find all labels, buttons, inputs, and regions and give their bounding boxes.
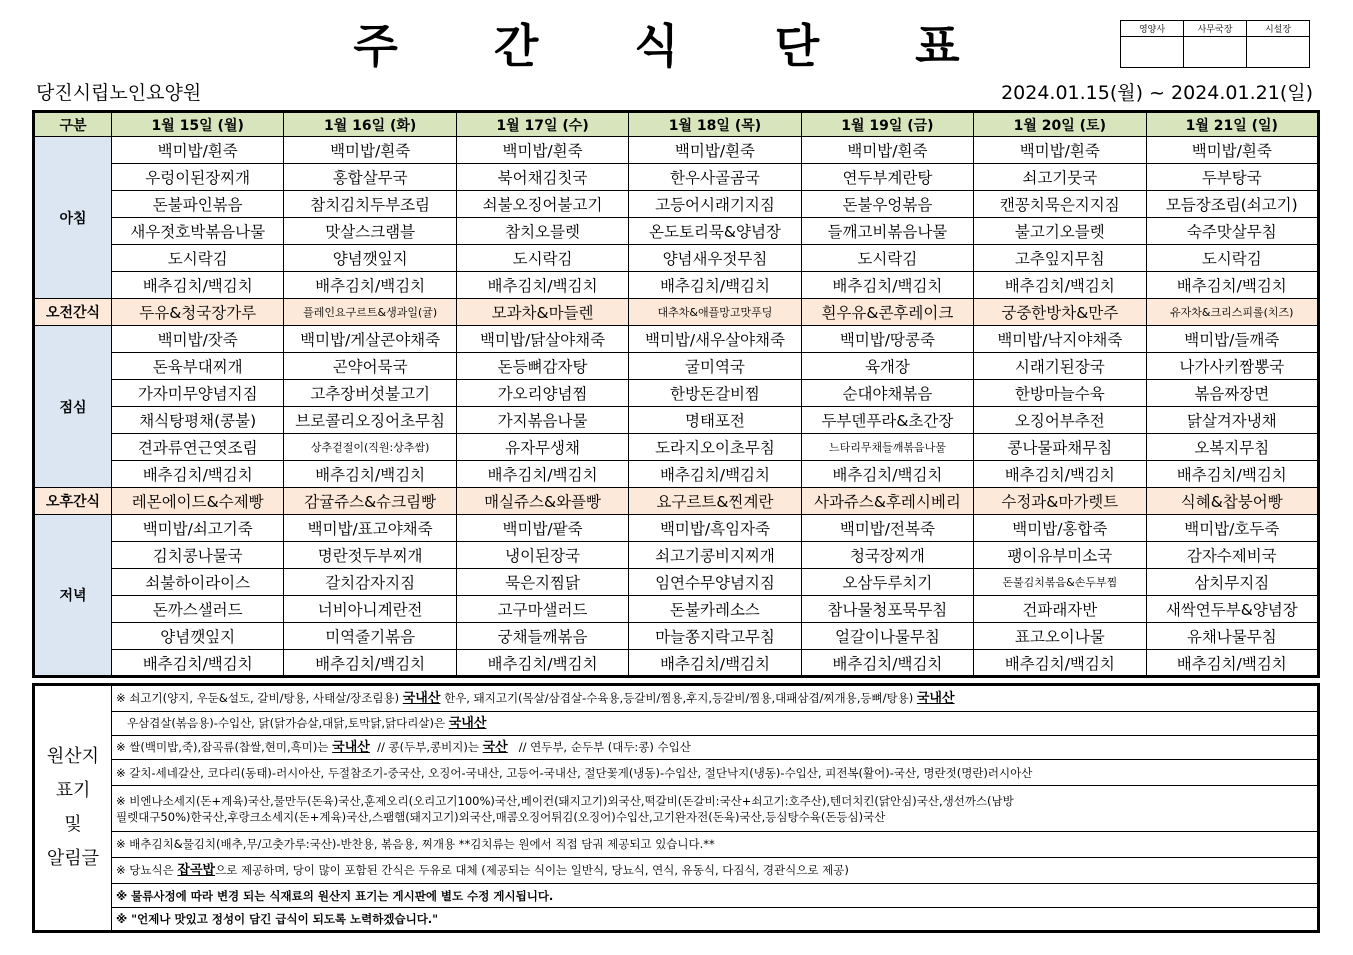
menu-cell: 백미밥/닭살야채죽 bbox=[456, 326, 628, 353]
menu-cell: 백미밥/땅콩죽 bbox=[801, 326, 973, 353]
notice-text: ※ 비엔나소세지(돈+계육)국산,물만두(돈육)국산,훈제오리(오리고기100%)국산,베이컨(돼지고기)외국산,떡갈비(돈갈비:국산+쇠고기:호주산),텐더치킨(닭안심)국산,생선까스(남방 bbox=[116, 793, 1014, 808]
notice-emphasis: 국내산 bbox=[916, 691, 955, 707]
menu-cell: 볶음짜장면 bbox=[1146, 380, 1318, 407]
menu-cell: 백미밥/새우살야채죽 bbox=[629, 326, 801, 353]
menu-cell: 배추김치/백김치 bbox=[456, 461, 628, 488]
menu-cell: 백미밥/들깨죽 bbox=[1146, 326, 1318, 353]
notice-text: 필렛대구50%)한국산,후랑크소세지(돈+계육)국산,스팸햄(돼지고기)외국산,매콤오징어튀김(오징어)수입산,고기완자전(돈육)국산,등심탕수육(돈등심)국산 bbox=[116, 809, 886, 824]
menu-cell: 배추김치/백김치 bbox=[456, 650, 628, 677]
menu-cell: 백미밥/흰죽 bbox=[1146, 137, 1318, 164]
approval-sign-1 bbox=[1121, 37, 1184, 68]
menu-cell: 배추김치/백김치 bbox=[801, 272, 973, 299]
menu-cell: 백미밥/흰죽 bbox=[974, 137, 1146, 164]
lunch-row bbox=[34, 326, 1319, 353]
notice-kimchi-origin: ※ 배추김치&물김치(배추,무/고춧가루:국산)-반찬용, 볶음용, 찌개용 **김치류는 원에서 직접 담궈 제공되고 있습니다.** bbox=[112, 831, 1319, 857]
menu-cell: 백미밥/흰죽 bbox=[801, 137, 973, 164]
page-title: 주 간 식 단 표 bbox=[353, 19, 1000, 73]
notice-processed-origin bbox=[112, 786, 1319, 832]
dinner-row bbox=[34, 569, 1319, 596]
notice-label-line: 원산지 bbox=[46, 746, 100, 767]
menu-cell: 도시락김 bbox=[801, 245, 973, 272]
menu-cell: 배추김치/백김치 bbox=[1146, 650, 1318, 677]
menu-cell: 건파래자반 bbox=[974, 596, 1146, 623]
notice-change-policy: ※ 물류사정에 따라 변경 되는 식재료의 원산지 표기는 게시판에 별도 수정 게시됩니다. bbox=[112, 884, 1319, 908]
menu-cell: 참치김치두부조림 bbox=[284, 191, 456, 218]
menu-cell: 쇠불하이라이스 bbox=[112, 569, 284, 596]
menu-cell: 시래기된장국 bbox=[974, 353, 1146, 380]
menu-cell: 북어채김칫국 bbox=[456, 164, 628, 191]
notice-grain-origin bbox=[112, 736, 1319, 760]
notice-emphasis: 잡곡밥 bbox=[177, 863, 216, 879]
menu-cell: 백미밥/흰죽 bbox=[112, 137, 284, 164]
menu-cell: 돈불파인볶음 bbox=[112, 191, 284, 218]
menu-cell: 견과류연근엿조림 bbox=[112, 434, 284, 461]
lunch-label: 점심 bbox=[34, 326, 112, 488]
approval-box bbox=[1120, 20, 1310, 68]
lunch-row bbox=[34, 434, 1319, 461]
menu-cell: 돈까스샐러드 bbox=[112, 596, 284, 623]
menu-cell: 배추김치/백김치 bbox=[629, 272, 801, 299]
menu-cell: 임연수무양념지짐 bbox=[629, 569, 801, 596]
menu-cell: 굴미역국 bbox=[629, 353, 801, 380]
menu-cell: 너비아니계란전 bbox=[284, 596, 456, 623]
breakfast-row bbox=[34, 164, 1319, 191]
approval-secretary: 사무국장 bbox=[1184, 21, 1247, 37]
menu-cell: 백미밥/게살콘야채죽 bbox=[284, 326, 456, 353]
menu-cell: 양념새우젓무침 bbox=[629, 245, 801, 272]
menu-cell: 김치콩나물국 bbox=[112, 542, 284, 569]
menu-cell: 양념깻잎지 bbox=[284, 245, 456, 272]
notice-label bbox=[34, 685, 112, 932]
header-category: 구분 bbox=[34, 112, 112, 137]
menu-cell: 상추겉절이(직원:상추쌈) bbox=[284, 434, 456, 461]
menu-cell: 명란젓두부찌개 bbox=[284, 542, 456, 569]
menu-cell: 배추김치/백김치 bbox=[801, 461, 973, 488]
menu-cell: 돈등뼈감자탕 bbox=[456, 353, 628, 380]
menu-cell: 배추김치/백김치 bbox=[112, 650, 284, 677]
morning-snack-row bbox=[34, 299, 1319, 326]
lunch-row bbox=[34, 380, 1319, 407]
menu-cell: 돈불카레소스 bbox=[629, 596, 801, 623]
notice-closing-message: ※ "언제나 맛있고 정성이 담긴 급식이 되도록 노력하겠습니다." bbox=[112, 908, 1319, 932]
menu-cell: 육개장 bbox=[801, 353, 973, 380]
notice-emphasis: 국내산 bbox=[448, 716, 487, 732]
menu-cell: 한우사골곰국 bbox=[629, 164, 801, 191]
dinner-row bbox=[34, 542, 1319, 569]
lunch-row bbox=[34, 407, 1319, 434]
menu-cell: 표고오이나물 bbox=[974, 623, 1146, 650]
menu-cell: 쇠고기뭇국 bbox=[974, 164, 1146, 191]
menu-cell: 돈불김치볶음&손두부찜 bbox=[974, 569, 1146, 596]
dinner-row bbox=[34, 650, 1319, 677]
notice-label-line: 표기 bbox=[55, 780, 91, 801]
snack-cell: 수정과&마가렛트 bbox=[974, 488, 1146, 515]
menu-cell: 청국장찌개 bbox=[801, 542, 973, 569]
menu-cell: 배추김치/백김치 bbox=[629, 650, 801, 677]
menu-cell: 콩나물파채무침 bbox=[974, 434, 1146, 461]
breakfast-row bbox=[34, 272, 1319, 299]
menu-cell: 궁채들깨볶음 bbox=[456, 623, 628, 650]
menu-cell: 배추김치/백김치 bbox=[974, 272, 1146, 299]
menu-cell: 배추김치/백김치 bbox=[974, 650, 1146, 677]
breakfast-row bbox=[34, 245, 1319, 272]
menu-cell: 감자수제비국 bbox=[1146, 542, 1318, 569]
menu-cell: 새우젓호박볶음나물 bbox=[112, 218, 284, 245]
dinner-row bbox=[34, 623, 1319, 650]
menu-cell: 곤약어묵국 bbox=[284, 353, 456, 380]
snack-cell: 사과쥬스&후레시베리 bbox=[801, 488, 973, 515]
notice-text: 으로 제공하며, 당이 많이 포함된 간식은 두유로 대체 (제공되는 식이는 일반식, 당뇨식, 연식, 유동식, 다짐식, 경관식으로 제공) bbox=[215, 863, 849, 878]
menu-cell: 쇠불오징어불고기 bbox=[456, 191, 628, 218]
notice-text: ※ 쇠고기(양지, 우둔&설도, 갈비/탕용, 사태살/장조림용) bbox=[116, 691, 400, 706]
menu-cell: 순대야채볶음 bbox=[801, 380, 973, 407]
notice-text: ※ 당뇨식은 bbox=[116, 863, 174, 878]
menu-cell: 브로콜리오징어초무침 bbox=[284, 407, 456, 434]
header-day: 1월 16일 (화) bbox=[284, 112, 456, 137]
menu-cell: 유자무생채 bbox=[456, 434, 628, 461]
menu-cell: 고등어시래기지짐 bbox=[629, 191, 801, 218]
breakfast-row bbox=[34, 218, 1319, 245]
menu-cell: 느타리무채들깨볶음나물 bbox=[801, 434, 973, 461]
menu-period: 2024.01.15(월) ~ 2024.01.21(일) bbox=[1001, 82, 1313, 104]
notice-text: ※ 쌀(백미밥,죽),잡곡류(찹쌀,현미,흑미)는 bbox=[116, 740, 329, 755]
menu-cell: 배추김치/백김치 bbox=[1146, 272, 1318, 299]
menu-cell: 백미밥/흰죽 bbox=[284, 137, 456, 164]
menu-cell: 배추김치/백김치 bbox=[629, 461, 801, 488]
menu-cell: 명태포전 bbox=[629, 407, 801, 434]
menu-cell: 백미밥/흰죽 bbox=[456, 137, 628, 164]
menu-cell: 도라지오이초무침 bbox=[629, 434, 801, 461]
lunch-row bbox=[34, 353, 1319, 380]
menu-cell: 묵은지찜닭 bbox=[456, 569, 628, 596]
snack-cell: 매실쥬스&와플빵 bbox=[456, 488, 628, 515]
menu-cell: 고추장버섯불고기 bbox=[284, 380, 456, 407]
snack-cell: 유자차&크리스피롤(치즈) bbox=[1146, 299, 1318, 326]
snack-cell: 플레인요구르트&생과일(귤) bbox=[284, 299, 456, 326]
approval-sign-2 bbox=[1184, 37, 1247, 68]
menu-cell: 돈불우엉볶음 bbox=[801, 191, 973, 218]
menu-cell: 오삼두루치기 bbox=[801, 569, 973, 596]
menu-cell: 불고기오믈렛 bbox=[974, 218, 1146, 245]
notice-label-line: 및 bbox=[64, 814, 82, 835]
notice-text: // 연두부, 순두부 (대두:콩) 수입산 bbox=[518, 740, 691, 755]
menu-cell: 양념깻잎지 bbox=[112, 623, 284, 650]
menu-cell: 가오리양념찜 bbox=[456, 380, 628, 407]
menu-cell: 백미밥/팥죽 bbox=[456, 515, 628, 542]
menu-cell: 백미밥/호두죽 bbox=[1146, 515, 1318, 542]
menu-cell: 백미밥/홍합죽 bbox=[974, 515, 1146, 542]
menu-cell: 배추김치/백김치 bbox=[112, 272, 284, 299]
menu-cell: 모듬장조림(쇠고기) bbox=[1146, 191, 1318, 218]
header-day: 1월 20일 (토) bbox=[974, 112, 1146, 137]
menu-cell: 연두부계란탕 bbox=[801, 164, 973, 191]
menu-cell: 도시락김 bbox=[112, 245, 284, 272]
notice-seafood-origin: ※ 갈치-세네갈산, 코다리(동태)-러시아산, 두절참조기-중국산, 오징어-국내산, 고등어-국내산, 절단꽃게(냉동)-수입산, 절단낙지(냉동)-수입산, 피전복(활어)-국산, 명란젓(명란)러시아산 bbox=[112, 760, 1319, 786]
notice-emphasis: 국내산 bbox=[332, 740, 370, 756]
snack-cell: 감귤쥬스&슈크림빵 bbox=[284, 488, 456, 515]
menu-cell: 얼갈이나물무침 bbox=[801, 623, 973, 650]
snack-cell: 식혜&찹붕어빵 bbox=[1146, 488, 1318, 515]
header-day: 1월 19일 (금) bbox=[801, 112, 973, 137]
menu-cell: 미역줄기볶음 bbox=[284, 623, 456, 650]
header-day: 1월 17일 (수) bbox=[456, 112, 628, 137]
dinner-row bbox=[34, 596, 1319, 623]
snack-cell: 궁중한방차&만주 bbox=[974, 299, 1146, 326]
menu-cell: 참치오믈렛 bbox=[456, 218, 628, 245]
menu-cell: 마늘쫑지락고무침 bbox=[629, 623, 801, 650]
menu-cell: 가지볶음나물 bbox=[456, 407, 628, 434]
menu-cell: 배추김치/백김치 bbox=[112, 461, 284, 488]
menu-cell: 유채나물무침 bbox=[1146, 623, 1318, 650]
menu-cell: 돈육부대찌개 bbox=[112, 353, 284, 380]
notice-text: 우삼겹살(볶음용)-수입산, 닭(닭가슴살,대닭,토막닭,닭다리살)은 bbox=[126, 716, 446, 731]
menu-cell: 팽이유부미소국 bbox=[974, 542, 1146, 569]
menu-cell: 나가사키짬뽕국 bbox=[1146, 353, 1318, 380]
menu-cell: 백미밥/흰죽 bbox=[629, 137, 801, 164]
snack-cell: 흰우유&콘후레이크 bbox=[801, 299, 973, 326]
notice-label-line: 알림글 bbox=[46, 848, 100, 869]
breakfast-label: 아침 bbox=[34, 137, 112, 299]
menu-cell: 닭살겨자냉채 bbox=[1146, 407, 1318, 434]
notice-diabetic-diet bbox=[112, 857, 1319, 883]
dinner-label: 저녁 bbox=[34, 515, 112, 677]
notice-text: 한우, 돼지고기(목살/삼겹살-수육용,등갈비/찜용,후지,등갈비/찜용,대패삼겹/찌개용,등뼈/탕용) bbox=[444, 691, 914, 706]
notice-poultry-origin bbox=[112, 712, 1319, 736]
breakfast-row bbox=[34, 137, 1319, 164]
menu-cell: 오복지무침 bbox=[1146, 434, 1318, 461]
menu-cell: 참나물청포묵무침 bbox=[801, 596, 973, 623]
menu-cell: 백미밥/흑임자죽 bbox=[629, 515, 801, 542]
menu-cell: 백미밥/잣죽 bbox=[112, 326, 284, 353]
menu-cell: 한방마늘수육 bbox=[974, 380, 1146, 407]
snack-cell: 요구르트&찐계란 bbox=[629, 488, 801, 515]
notice-emphasis: 국산 bbox=[482, 740, 508, 756]
weekly-menu-table bbox=[32, 110, 1320, 678]
notice-emphasis: 국내산 bbox=[402, 691, 441, 707]
menu-cell: 맛살스크램블 bbox=[284, 218, 456, 245]
approval-sign-3 bbox=[1247, 37, 1310, 68]
approval-director: 시설장 bbox=[1247, 21, 1310, 37]
menu-cell: 배추김치/백김치 bbox=[974, 461, 1146, 488]
menu-cell: 배추김치/백김치 bbox=[284, 461, 456, 488]
menu-cell: 고구마샐러드 bbox=[456, 596, 628, 623]
snack-cell: 두유&청국장가루 bbox=[112, 299, 284, 326]
menu-cell: 냉이된장국 bbox=[456, 542, 628, 569]
snack-cell: 레몬에이드&수제빵 bbox=[112, 488, 284, 515]
menu-cell: 고추잎지무침 bbox=[974, 245, 1146, 272]
organization-name: 당진시립노인요양원 bbox=[36, 82, 202, 104]
afternoon-snack-row bbox=[34, 488, 1319, 515]
menu-cell: 홍합살무국 bbox=[284, 164, 456, 191]
menu-cell: 삼치무지짐 bbox=[1146, 569, 1318, 596]
lunch-row bbox=[34, 461, 1319, 488]
notice-meat-origin bbox=[112, 685, 1319, 712]
menu-cell: 배추김치/백김치 bbox=[284, 650, 456, 677]
menu-cell: 새싹연두부&양념장 bbox=[1146, 596, 1318, 623]
menu-cell: 배추김치/백김치 bbox=[801, 650, 973, 677]
menu-cell: 두부덴푸라&초간장 bbox=[801, 407, 973, 434]
menu-cell: 도시락김 bbox=[456, 245, 628, 272]
menu-cell: 백미밥/전복죽 bbox=[801, 515, 973, 542]
menu-cell: 배추김치/백김치 bbox=[1146, 461, 1318, 488]
menu-cell: 숙주맛살무침 bbox=[1146, 218, 1318, 245]
menu-cell: 배추김치/백김치 bbox=[284, 272, 456, 299]
menu-cell: 쇠고기콩비지찌개 bbox=[629, 542, 801, 569]
header-day: 1월 18일 (목) bbox=[629, 112, 801, 137]
menu-cell: 두부탕국 bbox=[1146, 164, 1318, 191]
origin-notice-table bbox=[32, 683, 1320, 933]
menu-cell: 우렁이된장찌개 bbox=[112, 164, 284, 191]
dinner-row bbox=[34, 515, 1319, 542]
header-day: 1월 15일 (월) bbox=[112, 112, 284, 137]
morning-snack-label: 오전간식 bbox=[34, 299, 112, 326]
menu-cell: 채식탕평채(콩불) bbox=[112, 407, 284, 434]
menu-cell: 오징어부추전 bbox=[974, 407, 1146, 434]
menu-cell: 캔꽁치묵은지지짐 bbox=[974, 191, 1146, 218]
breakfast-row bbox=[34, 191, 1319, 218]
menu-cell: 한방돈갈비찜 bbox=[629, 380, 801, 407]
menu-cell: 도시락김 bbox=[1146, 245, 1318, 272]
menu-cell: 들깨고비볶음나물 bbox=[801, 218, 973, 245]
menu-cell: 가자미무양념지짐 bbox=[112, 380, 284, 407]
snack-cell: 모과차&마들렌 bbox=[456, 299, 628, 326]
afternoon-snack-label: 오후간식 bbox=[34, 488, 112, 515]
menu-cell: 백미밥/낙지야채죽 bbox=[974, 326, 1146, 353]
approval-nutritionist: 영양사 bbox=[1121, 21, 1184, 37]
menu-cell: 갈치감자지짐 bbox=[284, 569, 456, 596]
menu-cell: 백미밥/쇠고기죽 bbox=[112, 515, 284, 542]
menu-cell: 백미밥/표고야채죽 bbox=[284, 515, 456, 542]
menu-cell: 배추김치/백김치 bbox=[456, 272, 628, 299]
notice-text: // 콩(두부,콩비지)는 bbox=[377, 740, 479, 755]
header-day: 1월 21일 (일) bbox=[1146, 112, 1318, 137]
menu-cell: 온도토리묵&양념장 bbox=[629, 218, 801, 245]
snack-cell: 대추차&애플망고맛푸딩 bbox=[629, 299, 801, 326]
